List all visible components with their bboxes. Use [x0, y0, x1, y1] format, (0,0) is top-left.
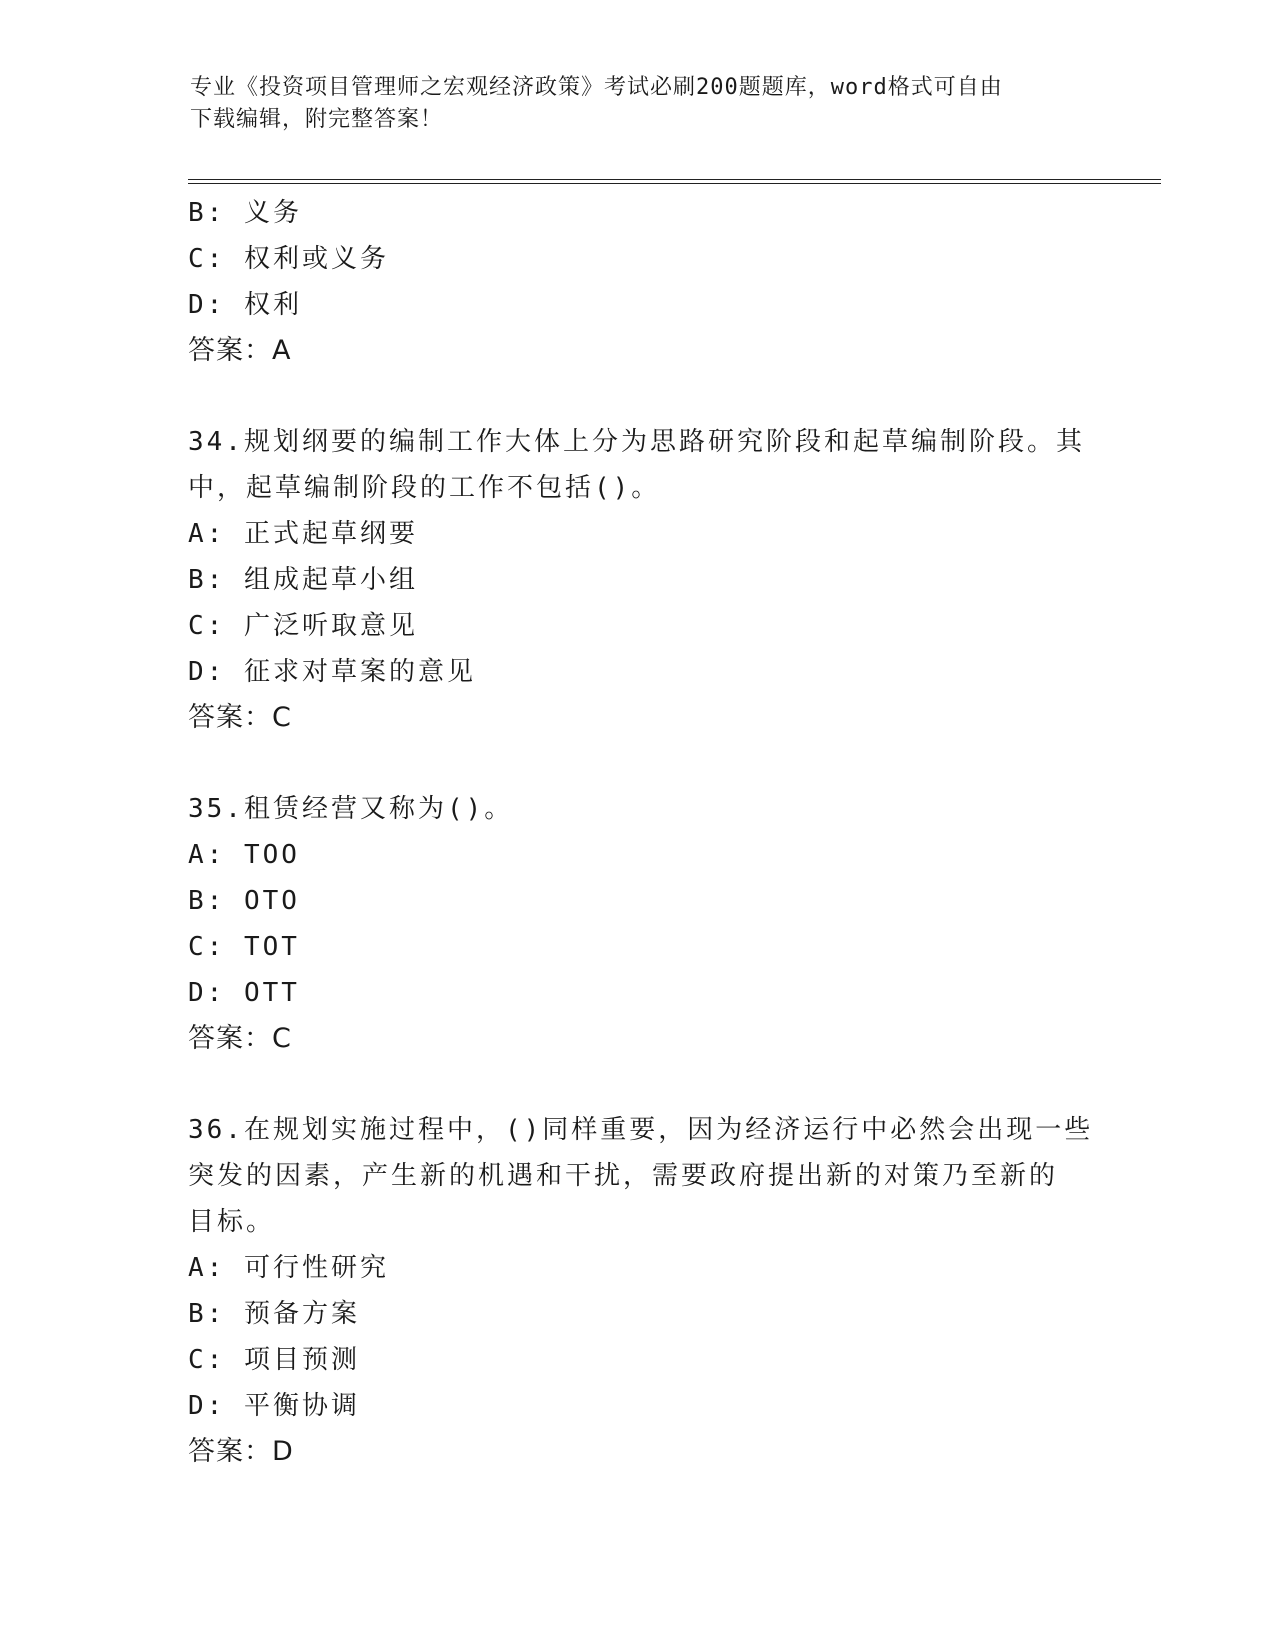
option-c: C: TOT	[188, 932, 300, 962]
option-b: B: OTO	[188, 886, 300, 916]
question-36	[188, 1107, 1094, 1475]
option-a: A: 可行性研究	[188, 1253, 389, 1283]
option-d: D: 平衡协调	[188, 1391, 360, 1421]
question-stem: 36.在规划实施过程中，()同样重要，因为经济运行中必然会出现一些	[188, 1115, 1094, 1145]
option-a: A: TOO	[188, 840, 300, 870]
option-b: B: 组成起草小组	[188, 565, 418, 595]
question-stem: 突发的因素，产生新的机遇和干扰，需要政府提出新的对策乃至新的	[188, 1161, 1059, 1191]
option-c: C: 权利或义务	[188, 244, 389, 274]
option-c: C: 项目预测	[188, 1345, 360, 1375]
answer-line: 答案：C	[188, 702, 292, 733]
carryover-block	[188, 190, 1088, 374]
question-stem: 目标。	[188, 1207, 276, 1237]
header-line-1: 专业《投资项目管理师之宏观经济政策》考试必刷200题题库，word格式可自由	[190, 75, 1003, 100]
header-rule-top	[188, 179, 1161, 180]
question-stem: 34.规划纲要的编制工作大体上分为思路研究阶段和起草编制阶段。其	[188, 427, 1085, 457]
question-stem: 35.租赁经营又称为()。	[188, 794, 514, 824]
option-b: B: 义务	[188, 198, 302, 228]
document-header	[190, 72, 1090, 136]
question-content	[188, 190, 1094, 1475]
option-c: C: 广泛听取意见	[188, 611, 418, 641]
header-line-2: 下载编辑，附完整答案！	[190, 107, 444, 132]
answer-line: 答案：A	[188, 335, 292, 366]
option-d: D: 权利	[188, 290, 302, 320]
question-35	[188, 786, 1088, 1062]
question-34	[188, 419, 1088, 741]
option-d: D: 征求对草案的意见	[188, 657, 476, 687]
header-rule-bottom	[188, 183, 1161, 184]
answer-line: 答案：D	[188, 1436, 294, 1467]
option-a: A: 正式起草纲要	[188, 519, 418, 549]
answer-line: 答案：C	[188, 1023, 292, 1054]
option-b: B: 预备方案	[188, 1299, 360, 1329]
option-d: D: OTT	[188, 978, 300, 1008]
question-stem: 中，起草编制阶段的工作不包括()。	[188, 473, 661, 503]
